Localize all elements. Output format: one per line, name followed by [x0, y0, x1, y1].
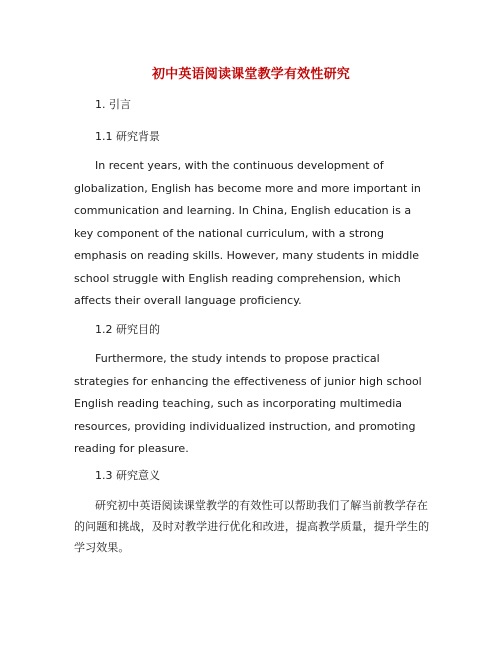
section-heading-significance: 1.3 研究意义 — [95, 469, 160, 482]
paragraph-purpose: Furthermore, the study intends to propose practical strategies for enhancing the effectiveness of junior high school English reading teaching, such as incorporating multimedia resources, providing individualized instruction, and promoting reading for pleasure. — [74, 352, 422, 455]
section-heading-background: 1.1 研究背景 — [95, 130, 160, 143]
section-heading-purpose: 1.2 研究目的 — [95, 323, 160, 336]
section-heading-introduction: 1. 引言 — [95, 98, 131, 111]
paragraph-background: In recent years, with the continuous development of globalization, English has become more and more important in communication and learning. In China, English education is a key component of the national curriculum, with a strong emphasis on reading skills. However, many students in middle school struggle with English reading comprehension, which affects their overall language proficiency. — [74, 159, 421, 307]
paragraph-significance: 研究初中英语阅读课堂教学的有效性可以帮助我们了解当前教学存在的问题和挑战，及时对教学进行优化和改进，提高教学质量，提升学生的学习效果。 — [74, 499, 430, 554]
document-title: 初中英语阅读课堂教学有效性研究 — [151, 67, 350, 82]
